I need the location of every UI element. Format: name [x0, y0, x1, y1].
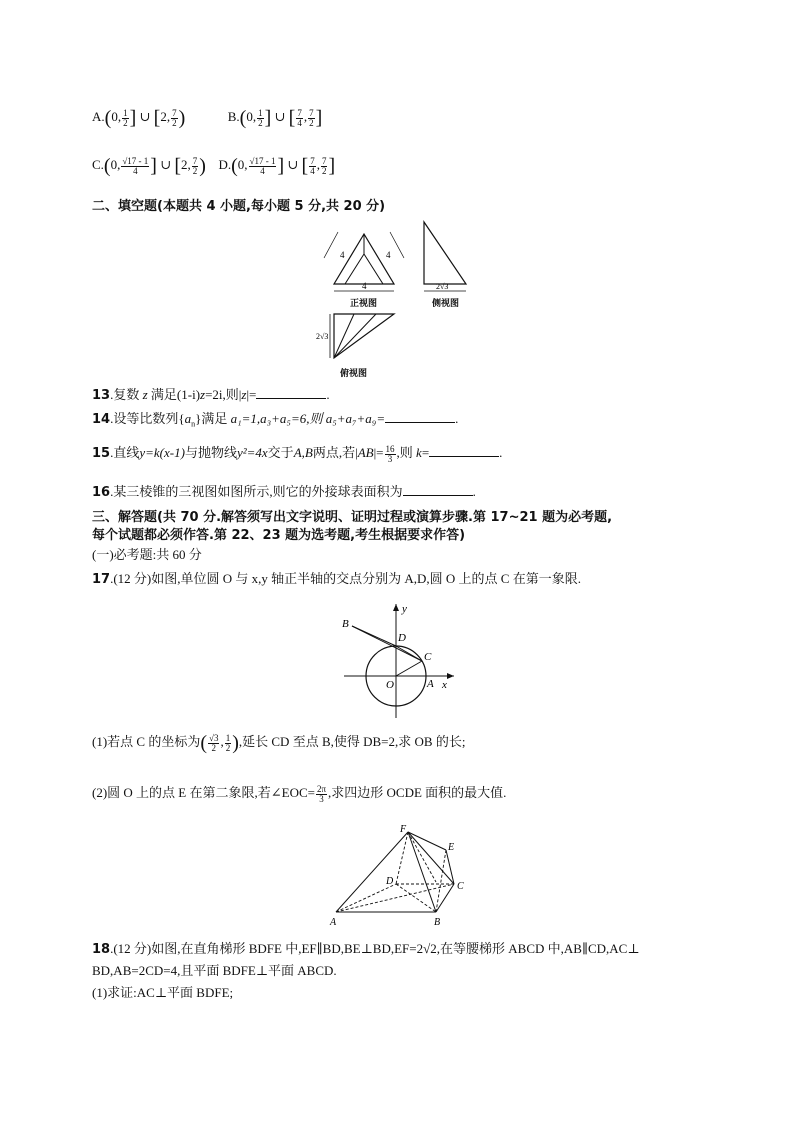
section-subtitle: (一)必考题:共 60 分	[92, 547, 202, 562]
solid-figure	[326, 822, 476, 930]
point-a-label: A	[427, 678, 434, 690]
front-dim-left: 4	[340, 250, 345, 260]
question-18-part-1: (1)求证:AC⊥平面 BDFE;	[92, 985, 234, 1000]
side-dim-bottom: 2√3	[436, 282, 449, 291]
point-d-label: D	[398, 632, 406, 644]
point-o-label: O	[386, 679, 394, 691]
top-view-label: 俯视图	[340, 369, 368, 379]
solid-point-e: E	[448, 842, 455, 853]
question-15: 15.直线y=k(x-1)与抛物线y²=4x交于A,B两点,若|AB|= $\frac{16}{3}$ ,则 k= .	[92, 443, 503, 464]
solid-point-c: C	[457, 881, 464, 892]
question-17-part-1: (1)若点 C 的坐标为( $\frac{√3}{2}$ , $\frac{1}{2}$ ),延长 CD 至点 B,使得 DB=2,求 OB 的长;	[92, 732, 466, 755]
option-c-label: C.	[92, 157, 104, 172]
answer-blank-16[interactable]	[403, 483, 473, 496]
question-17-stem: 17.(12 分)如图,单位圆 O 与 x,y 轴正半轴的交点分别为 A,D,圆 O 上的点 C 在第一象限.	[92, 571, 581, 587]
question-16: 16.某三棱锥的三视图如图所示,则它的外接球表面积为 .	[92, 484, 476, 500]
section-title-solve: 三、解答题(共 70 分.解答须写出文字说明、证明过程或演算步骤.第 17~21 题为必考题,	[92, 510, 613, 525]
front-dim-bottom: 4	[362, 281, 367, 291]
unit-circle-figure	[330, 598, 460, 720]
answer-blank-15[interactable]	[429, 444, 499, 457]
solid-point-f: F	[400, 824, 407, 835]
option-row-cd: C.(0, $\frac{√17 - 1}{4}$ ] ∪ [2, $\frac{7}{2}$ ) D.(0, $\frac{√17 - 1}{4}$ ] ∪ [ $\frac{7}{4}$ , $\frac{7}{2}$ ]	[92, 155, 336, 178]
x-axis-label: x	[442, 679, 447, 691]
question-13: 13.复数 z 满足(1-i)z=2i,则|z|= .	[92, 387, 330, 403]
answer-blank-14[interactable]	[385, 410, 455, 423]
solid-point-d: D	[386, 876, 394, 887]
question-18-line-2: BD,AB=2CD=4,且平面 BDFE⊥平面 ABCD.	[92, 963, 337, 978]
front-view-label: 正视图	[350, 299, 378, 309]
option-a-label: A.	[92, 109, 105, 124]
solid-point-b: B	[434, 917, 441, 928]
point-b-label: B	[342, 618, 349, 630]
question-14: 14.设等比数列$\{a_n\}$满足 a₁=1,a₃+a₅=6,则 a₅+a₇+a₉= .	[92, 411, 459, 429]
front-dim-right: 4	[386, 250, 391, 260]
option-d-label: D.	[218, 157, 232, 172]
question-17-part-2: (2)圆 O 上的点 E 在第二象限,若∠EOC= $\frac{2\pi}{3}$ ,求四边形 OCDE 面积的最大值.	[92, 783, 507, 804]
y-axis-label: y	[402, 603, 407, 615]
top-dim-left: 2√3	[316, 332, 329, 341]
answer-blank-13[interactable]	[256, 386, 326, 399]
question-18-line-1: 18.(12 分)如图,在直角梯形 BDFE 中,EF∥BD,BE⊥BD,EF=2√2,在等腰梯形 ABCD 中,AB∥CD,AC⊥	[92, 941, 640, 957]
solid-point-a: A	[330, 917, 337, 928]
option-b-label: B.	[227, 109, 240, 124]
option-row-ab: A.(0, $\frac{1}{2}$ ] ∪ [2, $\frac{7}{2}$ ) B.(0, $\frac{1}{2}$ ] ∪ [ $\frac{7}{4}$ , $\frac{7}{2}$ ]	[92, 107, 323, 130]
side-view-label: 侧视图	[432, 299, 460, 309]
section-title-fill-in: 二、填空题(本题共 4 小题,每小题 5 分,共 20 分)	[92, 199, 386, 214]
section-title-solve-cont: 每个试题都必须作答.第 22、23 题为选考题,考生根据要求作答)	[92, 528, 466, 543]
point-c-label: C	[424, 651, 432, 663]
fraction: $\frac{1}{2}$	[123, 107, 128, 128]
